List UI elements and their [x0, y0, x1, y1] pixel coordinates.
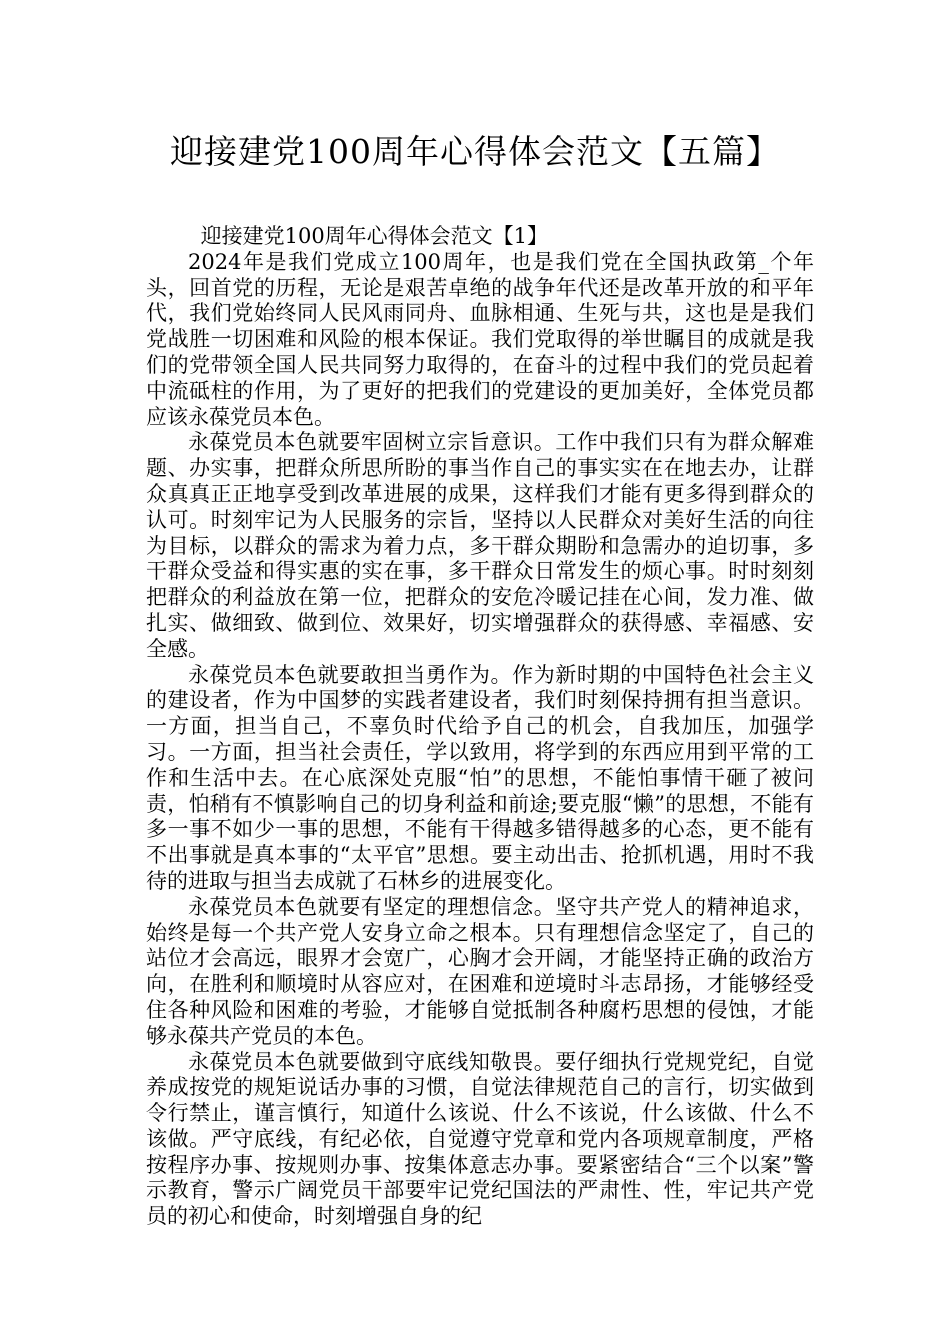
section-heading: 迎接建党100周年心得体会范文【1】	[200, 224, 549, 248]
body-paragraph: 2024年是我们党成立100周年，也是我们党在全国执政第_个年头，回首党的历程，无论是艰苦卓绝的战争年代还是改革开放的和平年代，我们党始终同人民风雨同舟、血脉相通、生死与共，这也是是我们党战胜一切困难和风险的根本保证。我们党取得的举世瞩目的成就是我们的党带领全国人民共同努力取得的，在奋斗的过程中我们的党员起着中流砥柱的作用，为了更好的把我们的党建设的更加美好，全体党员都应该永葆党员本色。	[146, 249, 814, 429]
body-paragraph: 永葆党员本色就要有坚定的理想信念。坚守共产党人的精神追求，始终是每一个共产党人安身立命之根本。只有理想信念坚定了，自己的站位才会高远，眼界才会宽广，心胸才会开阔，才能坚持正确的政治方向，在胜利和顺境时从容应对，在困难和逆境时斗志昂扬，才能够经受住各种风险和困难的考验，才能够自觉抵制各种腐朽思想的侵蚀，才能够永葆共产党员的本色。	[146, 894, 814, 1048]
body-paragraph: 永葆党员本色就要牢固树立宗旨意识。工作中我们只有为群众解难题、办实事，把群众所思所盼的事当作自己的事实实在在地去办，让群众真真正正地享受到改革进展的成果，这样我们才能有更多得到群众的认可。时刻牢记为人民服务的宗旨，坚持以人民群众对美好生活的向往为目标，以群众的需求为着力点，多干群众期盼和急需办的迫切事，多干群众受益和得实惠的实在事，多干群众日常发生的烦心事。时时刻刻把群众的利益放在第一位，把群众的安危冷暖记挂在心间，发力准、做扎实、做细致、做到位、效果好，切实增强群众的获得感、幸福感、安全感。	[146, 430, 814, 661]
document-body	[146, 224, 814, 1230]
body-paragraph: 永葆党员本色就要做到守底线知敬畏。要仔细执行党规党纪，自觉养成按党的规矩说话办事的习惯，自觉法律规范自己的言行，切实做到令行禁止，谨言慎行，知道什么该说、什么不该说，什么该做、什么不该做。严守底线，有纪必依，自觉遵守党章和党内各项规章制度，严格按程序办事、按规则办事、按集体意志办事。要紧密结合“三个以案”警示教育，警示广阔党员干部要牢记党纪国法的严肃性、性，牢记共产党员的初心和使命，时刻增强自身的纪	[146, 1049, 814, 1229]
document-title: 迎接建党100周年心得体会范文【五篇】	[170, 132, 780, 171]
body-paragraph: 永葆党员本色就要敢担当勇作为。作为新时期的中国特色社会主义的建设者，作为中国梦的实践者建设者，我们时刻保持拥有担当意识。一方面，担当自己，不辜负时代给予自己的机会，自我加压，加强学习。一方面，担当社会责任，学以致用，将学到的东西应用到平常的工作和生活中去。在心底深处克服“怕”的思想，不能怕事情干砸了被问责，怕稍有不慎影响自己的切身利益和前途;要克服“懒”的思想，不能有多一事不如少一事的思想，不能有干得越多错得越多的心态，更不能有不出事就是真本事的“太平官”思想。要主动出击、抢抓机遇，用时不我待的进取与担当去成就了石林乡的进展变化。	[146, 662, 814, 893]
